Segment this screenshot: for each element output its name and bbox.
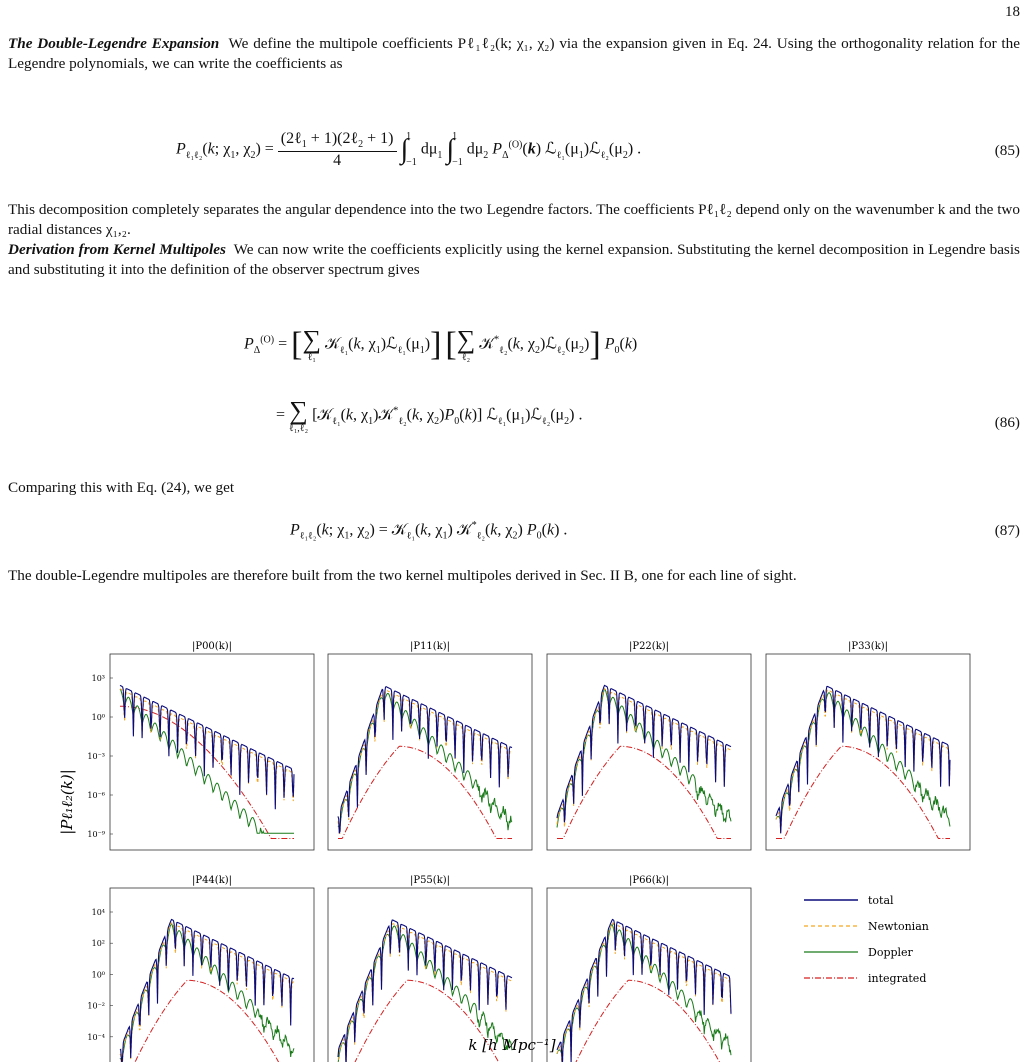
y-tick-label: 10² — [91, 939, 105, 949]
plot-panel — [766, 641, 970, 850]
equation-number-85: (85) — [994, 142, 1020, 159]
legend-total: total — [868, 894, 894, 907]
section-text-double-legendre: We define the multipole coefficients Pℓ₁ℓ₂(k; χ₁, χ₂) via the expansion given in Eq. 24. Using the orthogonality relation for the Legendre polynomials, we can write the coefficients as — [8, 35, 1020, 72]
equation-85: $P_{\ell_1\ell_2}(k$; $\chi_1$, $\chi_2$) = $\frac{(2\ell_1 + 1)(2\ell_2 + 1)}{4}$ ∫1 −1 $d\mu_1$ ∫1 −1 $d\mu_2$ $P_\Delta^{(O)}(k)$ $ℒ_{\ell_1}(\mu_1)ℒ_{\ell_2}(\mu_2)$ . (85) — [176, 130, 1020, 169]
legend-doppler: Doppler — [868, 946, 913, 959]
plot-panel — [328, 875, 532, 1062]
y-tick-label: 10⁻³ — [87, 752, 105, 761]
plot-title: |P22(k)| — [628, 641, 670, 652]
plot-panel — [547, 875, 751, 1062]
paragraph-conclusion: The double-Legendre multipoles are therefore built from the two kernel multipoles derived in Sec. II B, one for each line of sight. — [8, 567, 797, 584]
legend-integrated: integrated — [868, 972, 927, 985]
equation-87: $P_{\ell_1\ell_2}(k$; $\chi_1$, $\chi_2$) = 𝒦$_{\ell_1}$(k, $\chi_1$) 𝒦*$_{\ell_2}$(k, $\chi_2$) $P_0(k)$ . (87) — [290, 520, 1020, 542]
y-tick-label: 10⁴ — [91, 908, 105, 917]
multipole-figure — [0, 632, 1028, 1062]
plot-frame — [328, 654, 532, 850]
section-title-double-legendre: The Double-Legendre Expansion — [8, 35, 220, 52]
plot-frame — [110, 654, 314, 850]
plot-panel — [328, 641, 532, 850]
plot-panel — [87, 641, 314, 850]
paragraph-comparing: Comparing this with Eq. (24), we get — [8, 479, 235, 496]
y-tick-label: 10³ — [91, 674, 105, 683]
section-text-derivation: We can now write the coefficients explicitly using the kernel expansion. Substituting the kernel decomposition in Legendre basis and substituting it into the definition of the observer spectrum gives — [8, 241, 1020, 278]
y-tick-label: 10⁻⁶ — [87, 791, 105, 800]
figure-ylabel: |Pℓ₁ℓ₂(k)| — [58, 769, 76, 835]
y-tick-label: 10⁻² — [87, 1001, 105, 1011]
plot-title: |P44(k)| — [191, 875, 233, 886]
y-tick-label: 10⁰ — [91, 970, 105, 980]
legend-newtonian: Newtonian — [868, 920, 929, 933]
paragraph-derivation — [8, 240, 1020, 280]
y-tick-label: 10⁰ — [91, 713, 105, 722]
plot-title: |P11(k)| — [409, 641, 451, 652]
figure-xlabel: k [h Mpc⁻¹] — [468, 1036, 556, 1054]
paragraph-decomposition: This decomposition completely separates the angular dependence into the two Legendre factors. The coefficients Pℓ₁ℓ₂ depend only on the wavenumber k and the two radial distances χ₁,₂. — [8, 201, 1020, 238]
equation-number-87: (87) — [994, 522, 1020, 539]
plot-title: |P00(k)| — [191, 641, 233, 652]
section-title-derivation: Derivation from Kernel Multipoles — [8, 241, 226, 258]
plot-title: |P66(k)| — [628, 875, 670, 886]
y-tick-label: 10⁻⁴ — [87, 1032, 105, 1042]
plot-title: |P33(k)| — [847, 641, 889, 652]
page-number: 18 — [1005, 4, 1020, 20]
plot-frame — [547, 654, 751, 850]
paragraph-double-legendre — [8, 34, 1020, 74]
equation-number-86: (86) — [994, 414, 1020, 431]
plot-panel — [87, 875, 314, 1062]
plot-panel — [547, 641, 751, 850]
plot-title: |P55(k)| — [409, 875, 451, 886]
legend — [804, 894, 929, 985]
y-tick-label: 10⁻⁹ — [87, 830, 105, 839]
equation-86: $P_\Delta^{(O)}$ = [ ∑ ℓ₁ 𝒦$_{\ell_1}$(k, $\chi_1)ℒ_{\ell_1}(\mu_1)$] [ ∑ ℓ₂ 𝒦*$_{\ell_2}$(k, $\chi_2)ℒ_{\ell_2}(\mu_2)$] $P_0(k)$ = ∑ ℓ₁,ℓ₂ [𝒦$_{\ell_1}$(k, $\chi_1)𝒦^*_{\ell_2}(k$, $\chi_2)P_0(k)$] $ℒ_{\ell_1}(\mu_1)ℒ_{\ell_2}(\mu_2)$ . (86) — [244, 325, 1020, 434]
